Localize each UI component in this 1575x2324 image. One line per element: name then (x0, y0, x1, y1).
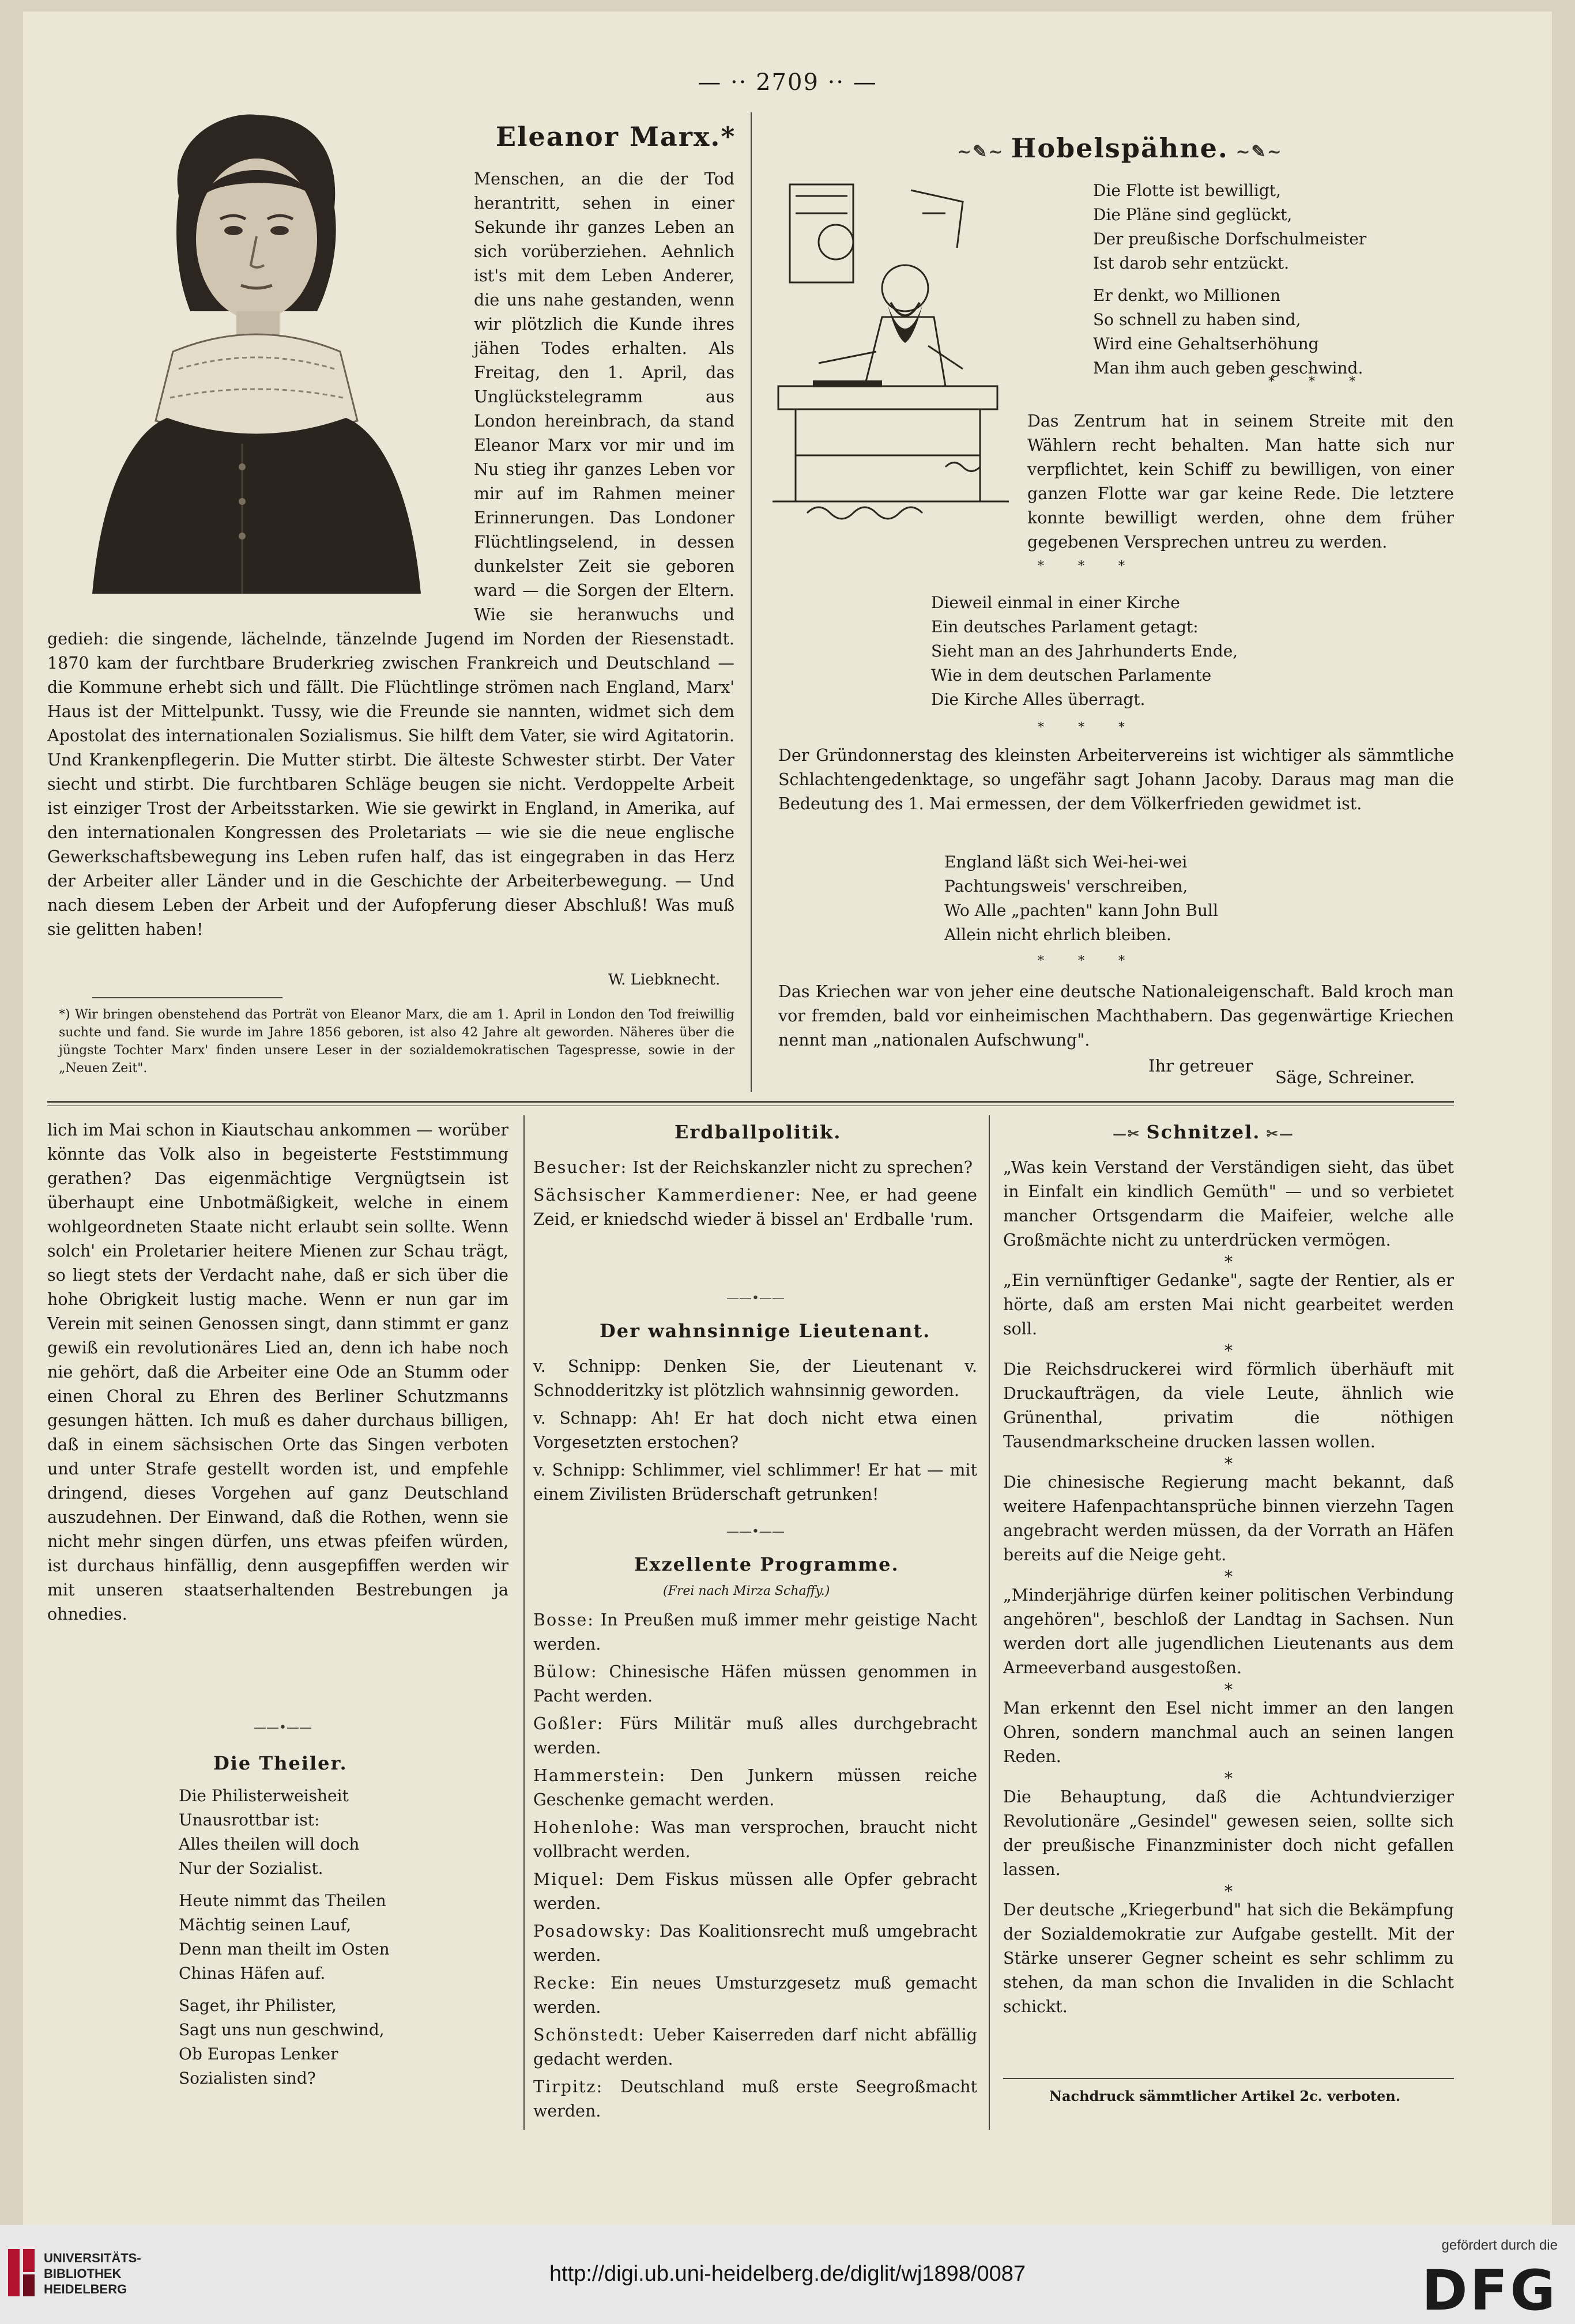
notice-rule (1003, 2078, 1454, 2079)
separator-ornament: ——•—— (726, 1525, 785, 1539)
separator-stars: * * * (1268, 375, 1370, 389)
hobel-verse-3: Dieweil einmal in einer Kirche Ein deutsches Parlament getagt: Sieht man an des Jahrhunderts Ende, Wie in dem deutschen Parlamente Die Kirche Alles überragt. (931, 593, 1238, 709)
separator-stars: * * * (1038, 559, 1140, 574)
programme-item: Miquel: Dem Fiskus müssen alle Opfer gebracht werden. (533, 1870, 977, 1913)
programme-subtitle: (Frei nach Mirza Schaffy.) (663, 1584, 830, 1598)
leutnant-line: v. Schnipp: Schlimmer, viel schlimmer! Er hat — mit einem Zivilisten Brüderschaft getrunken! (533, 1461, 978, 1504)
erdball-line: Besucher: Ist der Reichskanzler nicht zu sprechen? (533, 1158, 973, 1177)
separator-star: * (1224, 1680, 1233, 1699)
leutnant-line: v. Schnipp: Denken Sie, der Lieutenant v. Schnodderitzky ist plötzlich wahnsinnig geworden. (533, 1357, 977, 1400)
schnitzel-item: Die chinesische Regierung macht bekannt, daß weitere Hafenpachtansprüche binnen vierzehn Tagen angebracht werden müssen, da der Vorrath an Häfen bereits auf die Neige geht. (1003, 1473, 1454, 1564)
programme-item: Bosse: In Preußen muß immer mehr geistige Nacht werden. (533, 1610, 977, 1654)
schnitzel-item: „Ein vernünftiger Gedanke", sagte der Rentier, als er hörte, daß am ersten Mai nicht gearbeitet werden soll. (1003, 1271, 1454, 1338)
reprint-notice: Nachdruck sämmtlicher Artikel 2c. verboten. (1049, 2088, 1401, 2104)
schnitzel-item: „Was kein Verstand der Verständigen sieht, das übet in Einfalt ein kindlich Gemüth" — und so verbietet mancher Ortsgendarm die Maifeier, welche alle Großmächte nicht zu unterdrücken vermögen. (1003, 1158, 1454, 1250)
funded-by-label: gefördert durch die (1441, 2238, 1558, 2253)
programme-heading: Exzellente Programme. (634, 1553, 899, 1575)
separator-star: * (1224, 1454, 1233, 1473)
programme-item: Tirpitz: Deutschland muß erste Seegroßmacht werden. (533, 2077, 977, 2121)
source-url[interactable]: http://digi.ub.uni-heidelberg.de/diglit/wj1898/0087 (549, 2262, 1026, 2286)
leutnant-line: v. Schnapp: Ah! Er hat doch nicht etwa einen Vorgesetzten erstochen? (533, 1409, 977, 1452)
separator-star: * (1224, 1252, 1233, 1272)
column-rule-lower-1 (523, 1115, 525, 2130)
programme-item: Bülow: Chinesische Häfen müssen genommen in Pacht werden. (533, 1662, 977, 1706)
dfg-logo: DFG (1421, 2258, 1558, 2323)
separator-stars: * * * (1038, 954, 1140, 968)
separator-star: * (1224, 1567, 1233, 1586)
schnitzel-item: „Minderjährige dürfen keiner politischen Verbindung angehören", beschloß der Landtag in Sachsen. Nun werden dort alle jugendlichen Lieutenants aus dem Armeeverband ausgestoßen. (1003, 1586, 1454, 1677)
section-rule (47, 1101, 1454, 1103)
programme-item: Posadowsky: Das Koalitionsrecht muß umgebracht werden. (533, 1922, 977, 1965)
leutnant-dialogue (533, 1355, 977, 1510)
programme-list (533, 1608, 977, 2127)
eleanor-marx-footnote: *) Wir bringen obenstehend das Porträt von Eleanor Marx, die am 1. April in London den Tod freiwillig suchte und fand. Sie wurde im Jahre 1856 geboren, ist also 42 Jahre alt geworden. Näheres über die jüngste Tochter Marx' finden unsere Leser in der sozialdemokratischen Tagespresse, sowie in der „Neuen Zeit". (59, 1008, 734, 1076)
column1-text: lich im Mai schon in Kiautschau ankommen — worüber könnte das Volk also in begeisterte Feststimmung gerathen? Das eigenmächtige Vergnügtsein ist überhaupt eine Unbotmäßigkeit, welche in einem wohlgeordneten Staate nicht erlaubt sein sollte. Wenn solch' ein Proletarier heitere Mienen zur Schau trägt, so liegt stets der Verdacht nahe, daß er sich über die hohe Obrigkeit lustig mache. Wenn er nun gar im Verein mit seinen Genossen singt, dann stimmt er ganz gewiß ein revolutionäres Lied an, denn ich habe noch nie gehört, daß die Arbeiter eine Ode an Stumm oder einen Choral zu Ehren des Berliner Schutzmanns gesungen hätten. Ich muß es daher durchaus billigen, daß in einem sächsischen Orte das Singen verboten und unter Strafe gestellt worden ist, und empfehle dringend, dieses Vorgehen auf ganz Deutschland auszudehnen. Der Einwand, daß die Rothen, wenn sie nicht mehr singen dürfen, uns etwas pfeifen würden, ist durchaus hinfällig, denn ausgepfiffen werden wir mit unseren staatserhaltenden Bestrebungen ja ohnedies. (47, 1120, 508, 1624)
erdball-dialogue (533, 1156, 977, 1235)
programme-item: Goßler: Fürs Militär muß alles durchgebracht werden. (533, 1714, 978, 1757)
hobel-para-1: Das Zentrum hat in seinem Streite mit den Wählern recht behalten. Man hatte sich nur verpflichtet, kein Schiff zu bewilligen, von einer ganzen Flotte war gar keine Rede. Die letztere konnte bewilligt werden, ohne dem früher gegebenen Versprechen untreu zu werden. (1027, 412, 1454, 552)
erdball-heading: Erdballpolitik. (675, 1121, 842, 1143)
column-rule-lower-2 (989, 1115, 990, 2130)
university-library-name: UNIVERSITÄTS- BIBLIOTHEK HEIDELBERG (44, 2251, 141, 2296)
schnitzel-item: Die Reichsdruckerei wird förmlich überhäuft mit Druckaufträgen, da viele Leute, ähnlich wie Grünenthal, privatim die nöthigen Tausendmarkscheine drucken lassen wollen. (1003, 1360, 1454, 1451)
hobel-verse-4: England läßt sich Wei-hei-wei Pachtungsweis' verschreiben, Wo Alle „pachten" kann John Bull Allein nicht ehrlich bleiben. (944, 852, 1218, 944)
eleanor-marx-text (47, 167, 734, 1009)
schnitzel-heading: —✂ Schnitzel. ✂— (1113, 1121, 1294, 1143)
separator-star: * (1224, 1769, 1233, 1788)
footer-bar (0, 2225, 1575, 2324)
hobel-para-3: Das Kriechen war von jeher eine deutsche Nationaleigenschaft. Bald kroch man vor fremden, bald vor einheimischen Machthabern. Das gegenwärtige Kriechen nennt man „nationalen Aufschwung". (778, 982, 1454, 1050)
liebknecht-signature: W. Liebknecht. (608, 971, 721, 989)
schnitzel-item: Man erkennt den Esel nicht immer an den langen Ohren, sondern manchmal auch an seinen langen Reden. (1003, 1699, 1454, 1766)
separator-star: * (1224, 1341, 1233, 1360)
erdball-line: Sächsischer Kammerdiener: Nee, er had geene Zeid, er kniedschd wieder ä bissel an' Erdballe 'rum. (533, 1186, 978, 1229)
schnitzel-item: Die Behauptung, daß die Achtundvierziger Revolutionäre „Gesindel" gewesen seien, sollte sich der preußische Finanzminister doch nicht gefallen lassen. (1003, 1787, 1454, 1879)
leutnant-heading: Der wahnsinnige Lieutenant. (600, 1320, 931, 1342)
eleanor-marx-heading: Eleanor Marx.* (496, 121, 736, 152)
newspaper-page (23, 12, 1552, 2225)
theiler-verse: Die Philisterweisheit Unausrottbar ist: Alles theilen will doch Nur der Sozialist. Heute nimmt das Theilen Mächtig seinen Lauf, Denn man theilt im Osten Chinas Häfen auf. Saget, ihr Philister, Sagt uns nun geschwind, Ob Europas Lenker Sozialisten sind? (179, 1786, 390, 2088)
schnitzel-items (1003, 1156, 1454, 2023)
separator-ornament: ——•—— (726, 1291, 785, 1306)
programme-item: Schönstedt: Ueber Kaiserreden darf nicht abfällig gedacht werden. (533, 2025, 977, 2069)
separator-ornament: ——•—— (254, 1721, 312, 1735)
footnote-rule (92, 997, 282, 998)
hobel-para-2: Der Gründonnerstag des kleinsten Arbeitervereins ist wichtiger als sämmtliche Schlachtengedenktage, so ungefähr sagt Johann Jacoby. Daraus mag man die Bedeutung des 1. Mai ermessen, der dem Völkerfrieden gewidmet ist. (778, 746, 1454, 813)
separator-star: * (1224, 1882, 1233, 1901)
portrait-float-space (47, 167, 474, 622)
hobel-closing: Ihr getreuer (1148, 1056, 1253, 1076)
eleanor-marx-body: Menschen, an die der Tod herantritt, sehen in einer Sekunde ihr ganzes Leben an sich vorüberziehen. Aehnlich ist's mit dem Leben Anderer, die uns nahe gestanden, wenn wir plötzlich die Kunde ihres jähen Todes erhalten. Als Freitag, den 1. April, das Unglückstelegramm aus London hereinbrach, da stand Eleanor Marx vor mir und im Nu stieg ihr ganzes Leben vor mir auf im Rahmen meiner Erinnerungen. Das Londoner Flüchtlingselend, in dessen dunkelster Zeit sie geboren ward — die Sorgen der Eltern. Wie sie heranwuchs und gedieh: die singende, lächelnde, tänzelnde Jugend im Norden der Riesenstadt. 1870 kam der furchtbare Bruderkrieg zwischen Frankreich und Deutschland — die Kommune erhebt sich und fällt. Die Flüchtlinge strömen nach England, Marx' Haus ist der Mittelpunkt. Tussy, wie die Freunde sie nannten, widmet sich dem Apostolat des internationalen Sozialismus. Sie hilft dem Vater, sie wird Agitatorin. Und Krankenpflegerin. Die Mutter stirbt. Die älteste Schwester stirbt. Der Vater siecht und stirbt. Die furchtbaren Schläge beugen sie nicht. Verdoppelte Arbeit ist einziger Trost der Arbeitsstarken. Wie sie gewirkt in England, in Amerika, auf den internationalen Kongressen des Proletariats — wie sie die neue englische Gewerkschaftsbewegung ins Leben rufen half, das ist eingegraben in das Herz der Arbeiter aller Länder und in die Geschichte der Arbeiterbewegung. — Und nach diesem Leben der Arbeit und der Aufopferung dieser Abschluß! Was muß sie gelitten haben! (47, 169, 734, 939)
schnitzel-item: Der deutsche „Kriegerbund" hat sich die Bekämpfung der Sozialdemokratie zur Aufgabe gestellt. Mit der Stärke unserer Gegner scheint es sehr schlimm zu stehen, da man schon die Invaliden in die Schlacht schickt. (1003, 1900, 1454, 2016)
hobelspaehne-heading: ~✎~ Hobelspähne. ~✎~ (957, 133, 1283, 164)
separator-stars: * * * (1038, 720, 1140, 735)
carpenter-illustration (773, 179, 1015, 525)
theiler-heading: Die Theiler. (213, 1752, 348, 1774)
page-number: — ·· 2709 ·· — (698, 69, 877, 96)
hobel-verse-1: Die Flotte ist bewilligt, Die Pläne sind geglückt, Der preußische Dorfschulmeister Ist darob sehr entzückt. Er denkt, wo Millionen So schnell zu haben sind, Wird eine Gehaltserhöhung Man ihm auch geben geschwind. (1093, 181, 1367, 378)
column-rule-upper (751, 112, 752, 1092)
programme-item: Hammerstein: Den Junkern müssen reiche Geschenke gemacht werden. (533, 1766, 977, 1809)
hobel-signature: Säge, Schreiner. (1275, 1067, 1415, 1087)
programme-item: Recke: Ein neues Umsturzgesetz muß gemacht werden. (533, 1974, 977, 2017)
programme-item: Hohenlohe: Was man versprochen, braucht nicht vollbracht werden. (533, 1818, 978, 1861)
